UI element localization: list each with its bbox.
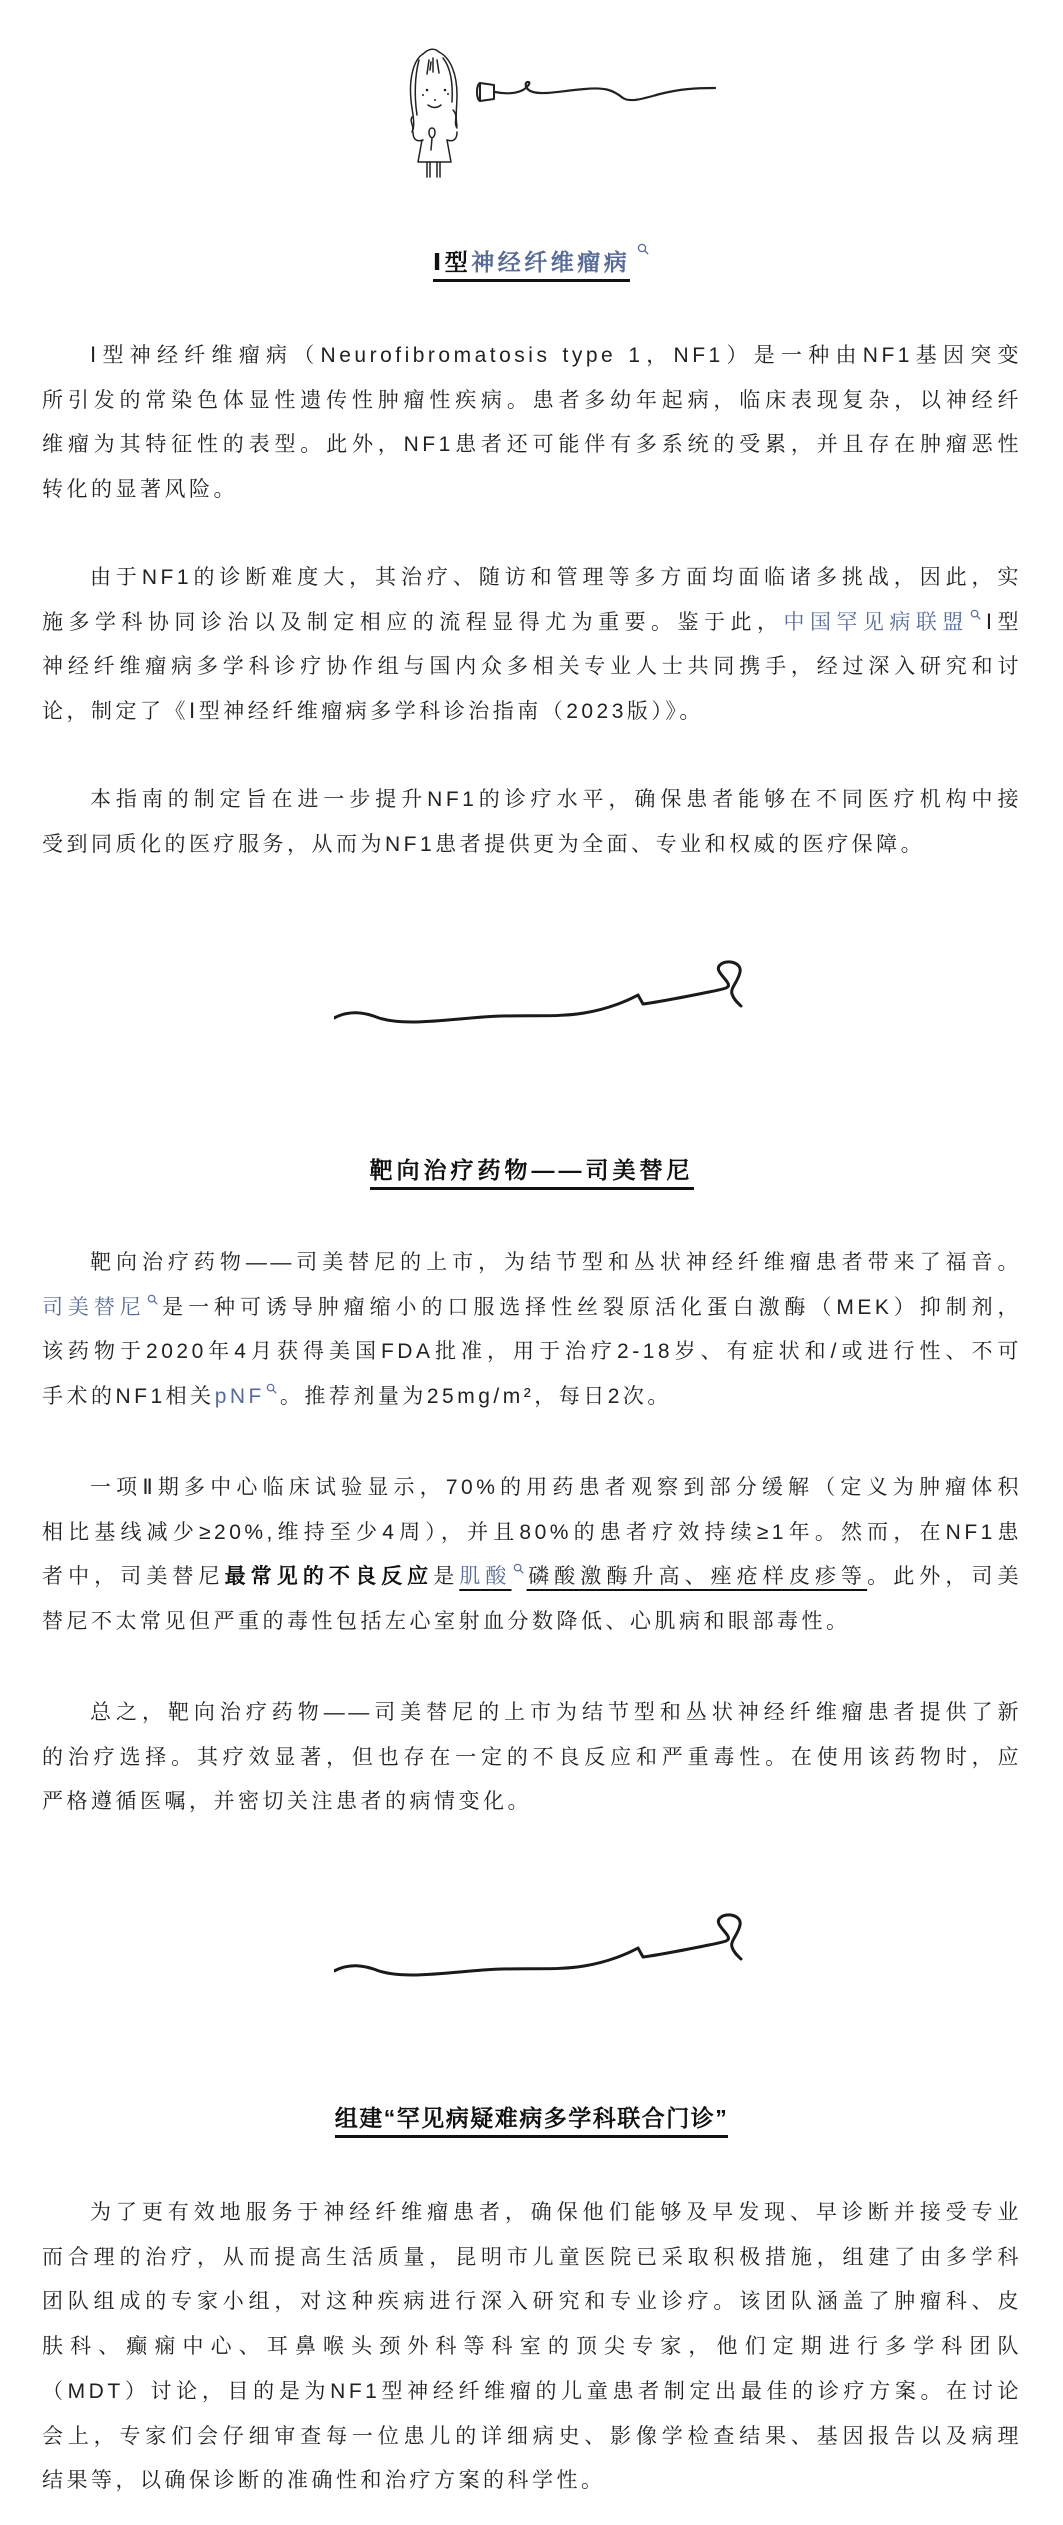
paragraph — [42, 778, 1022, 867]
text-line — [42, 778, 1022, 823]
text-line — [42, 601, 1022, 646]
text-line — [42, 1736, 1022, 1781]
text-line — [42, 556, 1022, 601]
paragraph — [42, 334, 1022, 513]
paragraph — [42, 1466, 1022, 1645]
text-line — [42, 2459, 1022, 2504]
inline-link[interactable]: pNF — [214, 1385, 265, 1409]
title-link-neurofibromatosis[interactable]: 神经纤维瘤病 — [471, 249, 631, 275]
search-icon[interactable] — [513, 1563, 524, 1574]
title-underline — [335, 2103, 729, 2138]
text-segment: 。此外，司美 — [867, 1565, 1023, 1589]
text-segment: 维瘤为其特征性的表型。此外，NF1患者还可能伴有多系统的受累，并且存在肿瘤恶性 — [42, 433, 1022, 457]
title-underline — [433, 247, 631, 282]
text-segment: 由于NF1的诊断难度大，其治疗、随访和管理等多方面均面临诸多挑战，因此，实 — [90, 566, 1022, 589]
text-segment: 论，制定了《Ⅰ型神经纤维瘤病多学科诊治指南（2023版）》。 — [42, 700, 704, 724]
text-line — [42, 1600, 1022, 1645]
inline-link[interactable]: 司美替尼 — [42, 1295, 146, 1319]
text-segment: 相比基线减少≥20%,维持至少4周），并且80%的患者疗效持续≥1年。然而，在NF1患 — [42, 1520, 1022, 1544]
text-segment: 会上，专家们会仔细审查每一位患儿的详细病史、影像学检查结果、基因报告以及病理 — [42, 2424, 1022, 2448]
text-segment: 严格遵循医嘱，并密切关注患者的病情变化。 — [42, 1790, 532, 1814]
text-line — [42, 1330, 1022, 1375]
text-line — [42, 1286, 1022, 1331]
bold-text: 最常见的不良反应 — [224, 1565, 434, 1589]
text-line — [42, 690, 1022, 735]
text-segment: 总之，靶向治疗药物——司美替尼的上市为结节型和丛状神经纤维瘤患者提供了新 — [90, 1701, 1022, 1724]
text-segment: 。推荐剂量为25mg/m²，每日2次。 — [279, 1385, 672, 1409]
text-line — [42, 823, 1022, 868]
search-icon[interactable] — [147, 1294, 158, 1305]
text-segment: 是 — [433, 1565, 460, 1589]
text-line — [42, 1780, 1022, 1825]
title-underline — [370, 1155, 694, 1190]
text-segment: Ⅰ型神经纤维瘤病（Neurofibromatosis type 1，NF1）是一种由NF1基因突变 — [90, 344, 1022, 367]
search-icon[interactable] — [637, 243, 649, 255]
text-segment: 神经纤维瘤病多学科诊疗协作组与国内众多相关专业人士共同携手，经过深入研究和讨 — [42, 655, 1022, 679]
text-segment: 一项Ⅱ期多中心临床试验显示，70%的用药患者观察到部分缓解（定义为肿瘤体积 — [90, 1476, 1022, 1499]
title-text: 组建“罕见病疑难病多学科联合门诊” — [334, 2105, 729, 2131]
text-segment: 团队组成的专家小组，对这种疾病进行深入研究和专业诊疗。该团队涵盖了肿瘤科、皮 — [42, 2290, 1022, 2314]
text-segment: 受到同质化的医疗服务，从而为NF1患者提供更为全面、专业和权威的医疗保障。 — [42, 832, 926, 856]
text-line — [42, 334, 1022, 379]
text-line — [42, 2325, 1022, 2370]
text-segment: 的治疗选择。其疗效显著，但也存在一定的不良反应和严重毒性。在使用该药物时，应 — [42, 1745, 1022, 1769]
underlined-text: 磷酸激酶升高、痤疮样皮疹等 — [526, 1565, 868, 1589]
text-segment: 施多学科协同诊治以及制定相应的流程显得尤为重要。鉴于此， — [42, 610, 784, 634]
section-title-nf1 — [0, 247, 1063, 282]
girl-tin-can-phone-illustration-icon — [395, 40, 735, 185]
inline-link[interactable]: 肌酸 — [459, 1565, 512, 1589]
text-segment: 靶向治疗药物——司美替尼的上市，为结节型和丛状神经纤维瘤患者带来了福音。 — [90, 1251, 1022, 1274]
text-line — [42, 1241, 1022, 1286]
text-line — [42, 1375, 1022, 1420]
squiggle-divider-icon — [334, 1911, 746, 1981]
paragraph — [42, 556, 1022, 735]
paragraph — [42, 1241, 1022, 1420]
title-text: 靶向治疗药物——司美替尼 — [369, 1157, 694, 1183]
text-segment: 为了更有效地服务于神经纤维瘤患者，确保他们能够及早发现、早诊断并接受专业 — [90, 2201, 1022, 2224]
text-line — [42, 2191, 1022, 2236]
text-line — [42, 2236, 1022, 2281]
text-segment: 而合理的治疗，从而提高生活质量，昆明市儿童医院已采取积极措施，组建了由多学科 — [42, 2245, 1022, 2269]
paragraph — [42, 2191, 1022, 2504]
text-segment: 替尼不太常见但严重的毒性包括左心室射血分数降低、心肌病和眼部毒性。 — [42, 1610, 851, 1634]
text-segment: 手术的NF1相关 — [42, 1385, 215, 1409]
text-line — [42, 468, 1022, 513]
search-icon[interactable] — [970, 609, 981, 620]
text-segment: 本指南的制定旨在进一步提升NF1的诊疗水平，确保患者能够在不同医疗机构中接 — [90, 788, 1022, 811]
text-segment: 转化的显著风险。 — [42, 478, 238, 502]
text-segment: 肤科、癫痫中心、耳鼻喉头颈外科等科室的顶尖专家，他们定期进行多学科团队 — [42, 2335, 1022, 2359]
squiggle-divider-icon — [334, 958, 746, 1028]
text-line — [42, 379, 1022, 424]
section-title-selumetinib — [0, 1155, 1063, 1190]
text-line — [42, 1555, 1022, 1600]
text-segment: 者中，司美替尼 — [42, 1565, 225, 1589]
text-segment: 该药物于2020年4月获得美国FDA批准，用于治疗2-18岁、有症状和/或进行性、不可 — [42, 1340, 1022, 1364]
text-line — [42, 2415, 1022, 2460]
inline-link[interactable]: 中国罕见病联盟 — [783, 610, 969, 634]
text-line — [42, 423, 1022, 468]
text-line — [42, 1466, 1022, 1511]
search-icon[interactable] — [266, 1383, 277, 1394]
text-segment: （MDT）讨论，目的是为NF1型神经纤维瘤的儿童患者制定出最佳的诊疗方案。在讨论 — [42, 2379, 1022, 2403]
text-segment: 是一种可诱导肿瘤缩小的口服选择性丝裂原活化蛋白激酶（MEK）抑制剂， — [160, 1295, 1023, 1319]
text-line — [42, 2370, 1022, 2415]
text-line — [42, 1691, 1022, 1736]
section-title-mdt-clinic — [0, 2103, 1063, 2138]
text-segment: Ⅰ型 — [983, 610, 1022, 634]
text-segment: 结果等，以确保诊断的准确性和治疗方案的科学性。 — [42, 2469, 606, 2493]
text-line — [42, 2280, 1022, 2325]
title-text: Ⅰ型 — [432, 249, 472, 275]
text-segment: 所引发的常染色体显性遗传性肿瘤性疾病。患者多幼年起病，临床表现复杂，以神经纤 — [42, 388, 1022, 412]
text-line — [42, 1511, 1022, 1556]
text-line — [42, 645, 1022, 690]
paragraph — [42, 1691, 1022, 1825]
